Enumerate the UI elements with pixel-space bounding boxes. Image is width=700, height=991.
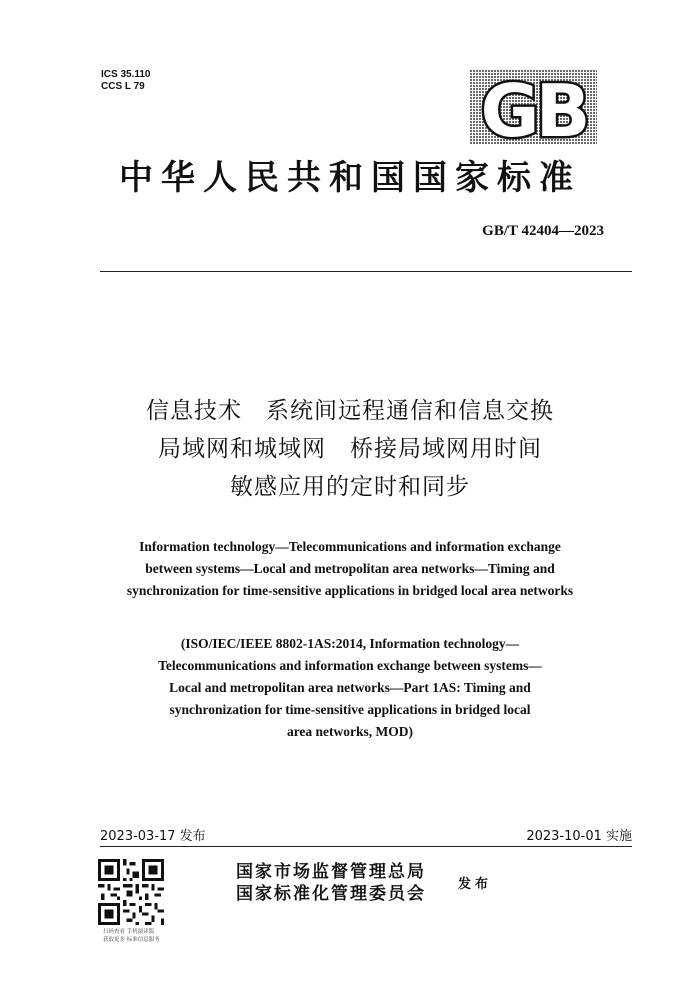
gb-logo [470,70,597,144]
qr-caption-line: 获取更多 标准信息服务 [103,937,160,943]
bottom-divider [100,846,632,847]
issue-date: 2023-03-17 发布 [100,829,206,844]
chinese-title-line: 信息技术 系统间远程通信和信息交换 [146,398,554,424]
equivalence-line: Telecommunications and information exchange between systems— [158,658,542,673]
chinese-title-line: 敏感应用的定时和同步 [230,474,470,500]
qr-caption-line: 扫码查看 手机阅读版 [103,929,155,935]
classification-codes [101,69,150,93]
publish-label: 发布 [458,877,493,892]
qr-code-icon[interactable] [98,859,164,925]
standard-type-heading: 中华人民共和国国家标准 [119,158,581,198]
chinese-title-line: 局域网和城域网 桥接局域网用时间 [158,436,542,462]
standard-number: GB/T 42404—2023 [482,223,604,239]
implementation-date: 2023-10-01 实施 [526,829,632,844]
qr-caption [103,928,160,944]
ics-code: ICS 35.110 [101,69,151,80]
equivalence-statement [0,633,700,743]
english-title [0,536,700,602]
equivalence-line: synchronization for time-sensitive applications in bridged local [169,702,531,717]
issuer-samr: 国家市场监督管理总局 [236,862,426,882]
english-title-line: Information technology—Telecommunications and information exchange [139,539,561,554]
chinese-title [0,392,700,506]
equivalence-line: (ISO/IEC/IEEE 8802-1AS:2014, Information technology— [180,636,520,651]
equivalence-line: area networks, MOD) [286,724,414,739]
equivalence-line: Local and metropolitan area networks—Part 1AS: Timing and [169,680,531,695]
english-title-line: between systems—Local and metropolitan area networks—Timing and [145,561,555,576]
top-divider [100,271,632,272]
gb-logo-text: GB [480,70,587,144]
issuing-authorities [236,861,426,905]
ccs-code: CCS L 79 [101,81,145,92]
issuer-sac: 国家标准化管理委员会 [236,884,426,904]
english-title-line: synchronization for time-sensitive applications in bridged local area networks [126,583,574,598]
